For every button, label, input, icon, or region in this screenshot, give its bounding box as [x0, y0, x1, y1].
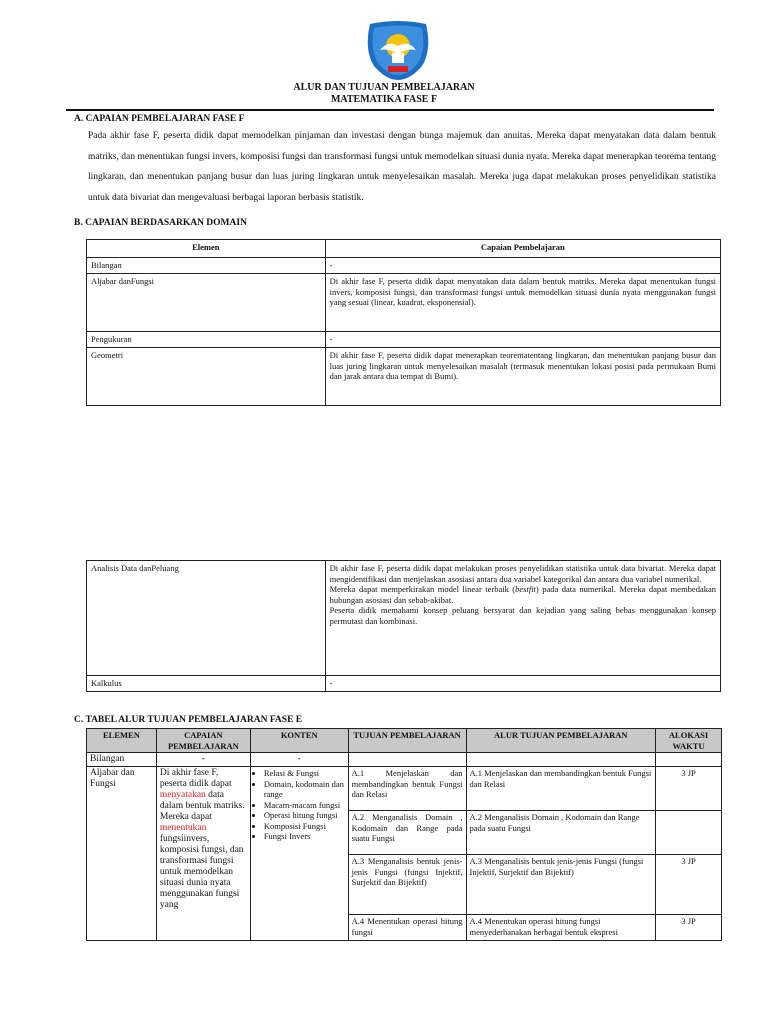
konten-cell: - [250, 753, 348, 767]
list-item: • Komposisi Fungsi [264, 821, 345, 832]
elemen-cell: Aljabar danFungsi [87, 274, 326, 332]
elemen-cell: Kalkulus [87, 676, 326, 692]
capaian-highlight: menyatakan [159, 790, 206, 800]
col-elemen: Elemen [87, 240, 326, 258]
capaian-highlight: menentukan [159, 823, 207, 833]
th-alur: ALUR TUJUAN PEMBELAJARAN [466, 729, 656, 753]
alokasi-cell: 3 JP [656, 855, 722, 915]
capaian-paragraph-2 [330, 584, 716, 605]
section-c-heading: C. TABEL ALUR TUJUAN PEMBELAJARAN FASE E [74, 715, 303, 725]
learning-flow-table [86, 728, 722, 941]
capaian-text: Di akhir fase F, peserta didik dapat [159, 768, 232, 789]
capaian-cell: - [325, 332, 720, 348]
capaian-cell: Di akhir fase F, peserta didik dapat menyatakan data dalam bentuk matriks. Mereka dapat menentukan fungsi invers, komposisi fungsi, dan transformasi fungsi untuk memodelkan situasi dunia nyata menggunakan fungsi yang sesuai (linear, kuadrat, eksponensial). [325, 274, 720, 332]
domain-table-continued [86, 560, 721, 692]
capaian-cell [156, 767, 250, 941]
col-capaian: Capaian Pembelajaran [325, 240, 720, 258]
alur-cell: A.4 Menentukan operasi hitung fungsi menyederhanakan berbagai bentuk ekspresi [466, 915, 656, 941]
domain-table-header [87, 240, 721, 258]
capaian-cell: - [325, 676, 720, 692]
elemen-cell: Aljabar dan Fungsi [87, 767, 157, 941]
th-tujuan: TUJUAN PEMBELAJARAN [348, 729, 466, 753]
tut-wuri-handayani-logo [362, 20, 434, 82]
title-line-2: MATEMATIKA FASE F [330, 94, 438, 105]
list-item: • Fungsi Invers [264, 831, 345, 842]
capaian-text: fungsiinvers, komposisi fungsi, dan transformasi fungsi untuk memodelkan situasi dunia nyata menggunakan fungsi yang [159, 834, 244, 910]
table-row [87, 753, 722, 767]
elemen-cell: Analisis Data danPeluang [87, 561, 326, 676]
capaian-emphasis: bestfit [515, 584, 536, 594]
alur-cell: A.2 Menganalisis Domain , Kodomain dan Range pada suatu Fungsi [466, 811, 656, 855]
elemen-cell: Bilangan [87, 258, 326, 274]
alokasi-cell: 3 JP [656, 915, 722, 941]
th-konten: KONTEN [250, 729, 348, 753]
section-a-heading: A. CAPAIAN PEMBELAJARAN FASE F [74, 114, 245, 124]
alur-cell: A.1 Menjelaskan dan membandingkan bentuk Fungsi dan Relasi [466, 767, 656, 811]
table-row [87, 767, 722, 811]
th-elemen: ELEMEN [87, 729, 157, 753]
konten-cell [250, 767, 348, 941]
tujuan-cell: A.4 Menentukan operasi hitung fungsi [348, 915, 466, 941]
document-title [0, 82, 768, 106]
tujuan-cell: A.1 Menjelaskan dan membandingkan bentuk Fungsi dan Relasi [348, 767, 466, 811]
table-row [87, 348, 721, 406]
th-capaian: CAPAIAN PEMBELAJARAN [156, 729, 250, 753]
alokasi-cell [656, 811, 722, 855]
tujuan-cell: A.3 Menganalisis bentuk jenis-jenis Fungsi (fungsi Injektif, Surjektif dan Bijektif) [348, 855, 466, 915]
elemen-cell: Geometri [87, 348, 326, 406]
capaian-cell: - [325, 258, 720, 274]
capaian-cell: Di akhir fase F, peserta didik dapat menerapkan teorematentang lingkaran, dan menentukan panjang busur dan luas juring lingkaran untuk menyelesaikan masalah (termasuk menentukan lokasi posisi pada permukaan Bumi dan jarak antara dua tempat di Bumi). [325, 348, 720, 406]
learning-flow-header [87, 729, 722, 753]
title-divider [66, 109, 714, 111]
list-item: • Operasi hitung fungsi [264, 810, 345, 821]
domain-table [86, 239, 721, 406]
list-item: • Domain, kodomain dan range [264, 779, 345, 800]
table-row [87, 676, 721, 692]
konten-list [254, 768, 345, 842]
elemen-cell: Pengukuran [87, 332, 326, 348]
alokasi-cell: 3 JP [656, 767, 722, 811]
capaian-cell [325, 561, 720, 676]
list-item: • Macam-macam fungsi [264, 800, 345, 811]
alur-cell: A.3 Menganalisis bentuk jenis-jenis Fungsi (fungsi Injektif, Surjektif dan Bijektif) [466, 855, 656, 915]
capaian-paragraph-1: Di akhir fase F, peserta didik dapat melakukan proses penyelidikan statistika untuk data bivariat. Mereka dapat mengidentifikasi dan menjelaskan asosiasi antara dua variabel kategorikal dan antara dua variabel numerikal. [329, 563, 716, 584]
capaian-text: Mereka dapat memperkirakan model linear terbaik ( [329, 584, 516, 594]
tujuan-cell: A.2 Menganalisis Domain , Kodomain dan Range pada suatu Fungsi [348, 811, 466, 855]
capaian-text: ) pada data numerikal. Mereka dapat membedakan hubungan asosiasi dan sebab-akibat. [329, 584, 716, 605]
elemen-cell: Bilangan [87, 753, 157, 767]
capaian-text: data dalam bentuk matriks. Mereka dapat [159, 790, 245, 822]
capaian-paragraph-3: Peserta didik memahami konsep peluang bersyarat dan kejadian yang saling bebas menggunakan konsep permutasi dan kombinasi. [329, 605, 716, 626]
alokasi-cell [656, 753, 722, 767]
section-b-heading: B. CAPAIAN BERDASARKAN DOMAIN [74, 218, 247, 228]
list-item: • Relasi & Fungsi [264, 768, 345, 779]
alur-cell [466, 753, 656, 767]
title-line-1: ALUR DAN TUJUAN PEMBELAJARAN [293, 82, 475, 93]
table-row [87, 274, 721, 332]
th-alokasi: ALOKASI WAKTU [656, 729, 722, 753]
section-a-paragraph: Pada akhir fase F, peserta didik dapat memodelkan pinjaman dan investasi dengan bunga majemuk dan anuitas. Mereka dapat menyatakan data dalam bentuk matriks, dan menentukan fungsi invers, komposisi fungsi dan transformasi fungsi untuk memodelkan situasi dunia nyata. Mereka dapat menerapkan teorema tentang lingkaran, dan menentukan panjang busur dan luas juring lingkaran untuk menyelesaikan masalah. Mereka juga dapat melakukan proses penyelidikan statistika untuk data bivariat dan mengevaluasi berbagai laporan berbasis statistik. [88, 131, 716, 203]
table-row [87, 258, 721, 274]
table-row [87, 561, 721, 676]
tujuan-cell [348, 753, 466, 767]
table-row [87, 332, 721, 348]
capaian-cell: - [156, 753, 250, 767]
